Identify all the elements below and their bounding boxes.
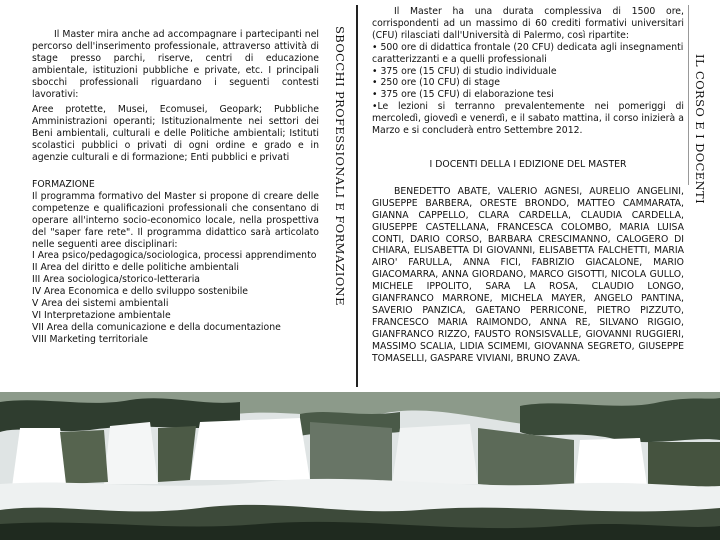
formazione-heading: FORMAZIONE xyxy=(32,178,95,190)
waterfalls-photo xyxy=(0,392,720,540)
list-item: IV Area Economica e dello sviluppo sostenibile xyxy=(32,286,249,298)
docenti-list: BENEDETTO ABATE, VALERIO AGNESI, AURELIO ANGELINI, GIUSEPPE BARBERA, ORESTE BRONDO, MATTEO CAMMARATA, GIANNA CAPPELLO, CLARA CARDELLA, CLAUDIA CARDELLA, GIUSEPPE CASTELLANA, FRANCESCA COLOMBO, MARIA LUISA CONTI, DARIO CORSO, BARBARA CRESCIMANNO, CALOGERO DI CHIARA, ELISABETTA DI GIOVANNI, ELISABETTA FALCHETTI, MARIA AIRO' FARULLA, ANNA FICI, FABRIZIO GIACALONE, MARIO GIACOMARRA, ANNA GIORDANO, MARCO GISOTTI, NICOLA GULLO, MICHELE IPPOLITO, SARA LA ROSA, CLAUDIO LONGO, GIANFRANCO MARRONE, MICHELA MAYER, ANGELO PANTINA, SAVERIO PANZICA, GAETANO PERRICONE, PIETRO PIZZUTO, FRANCESCO MARIA RAIMONDO, ANNA RE, SILVANO RIGGIO, GIANFRANCO RIZZO, FAUSTO RONSISVALLE, GIOVANNI RUGGIERI, MASSIMO SCALIA, LIDIA SCIMEMI, GIOVANNA SEGRETO, GIUSEPPE TOMASELLI, GASPARE VIVIANI, BRUNO ZAVA. xyxy=(372,185,684,364)
list-item: VIII Marketing territoriale xyxy=(32,333,148,345)
hours-list xyxy=(372,42,684,102)
list-item: • 250 ore (10 CFU) di stage xyxy=(372,77,501,89)
list-item: VI Interpretazione ambientale xyxy=(32,309,171,321)
work-contexts-paragraph: Aree protette, Musei, Ecomusei, Geopark; Pubbliche Amministrazioni operanti; Istituzionalmente nei settori dei Beni ambientali, culturali e delle Politiche ambientali; Istituti scolastici pubblici o privati di ogni ordine e grado e in agenzie culturali e di formazione; Enti pubblici e privati xyxy=(32,104,319,164)
left-column xyxy=(32,29,319,346)
column-divider xyxy=(688,5,689,185)
list-item: I Area psico/pedagogica/sociologica, processi apprendimento xyxy=(32,250,317,262)
list-item: • 375 ore (15 CFU) di studio individuale xyxy=(372,65,557,77)
formazione-paragraph: Il programma formativo del Master si propone di creare delle competenze e qualificazioni professionali che consentano di operare all'interno socio-economico locale, nella prospettiva del "saper fare rete". Il programma didattico sarà articolato nelle seguenti aree disciplinari: xyxy=(32,190,319,250)
section-label-corso-docenti: IL CORSO E I DOCENTI xyxy=(693,54,707,205)
column-divider xyxy=(356,5,358,387)
duration-paragraph: Il Master ha una durata complessiva di 1500 ore, corrispondenti ad un massimo di 60 crediti formativi universitari (CFU) rilasciati dall'Università di Palermo, così ripartite: xyxy=(372,6,684,41)
intro-paragraph: Il Master mira anche ad accompagnare i partecipanti nel percorso dell'inserimento professionale, attraverso attività di stage presso parchi, riserve, centri di educazione ambientale, istituzioni pubbliche e private, etc. I principali sbocchi professionali riguardano i seguenti contesti lavorativi: xyxy=(32,29,319,100)
list-item: II Area del diritto e delle politiche ambientali xyxy=(32,262,239,274)
docenti-heading: I DOCENTI DELLA I EDIZIONE DEL MASTER xyxy=(429,158,627,170)
list-item: III Area sociologica/storico-letteraria xyxy=(32,274,200,286)
right-column xyxy=(372,6,684,364)
lessons-paragraph: •Le lezioni si terranno prevalentemente nei pomeriggi di mercoledì, giovedì e venerdì, e il sabato mattina, il corso inizierà a Marzo e si concluderà entro Settembre 2012. xyxy=(372,101,684,137)
list-item: • 500 ore di didattica frontale (20 CFU) dedicata agli insegnamenti caratterizzanti e a quelli professionali xyxy=(372,41,684,65)
section-label-sbocchi-formazione: SBOCCHI PROFESSIONALI E FORMAZIONE xyxy=(333,26,347,306)
list-item: V Area dei sistemi ambientali xyxy=(32,298,169,310)
disciplinary-areas-list xyxy=(32,250,319,345)
list-item: • 375 ore (15 CFU) di elaborazione tesi xyxy=(372,89,554,101)
list-item: VII Area della comunicazione e della documentazione xyxy=(32,321,281,333)
